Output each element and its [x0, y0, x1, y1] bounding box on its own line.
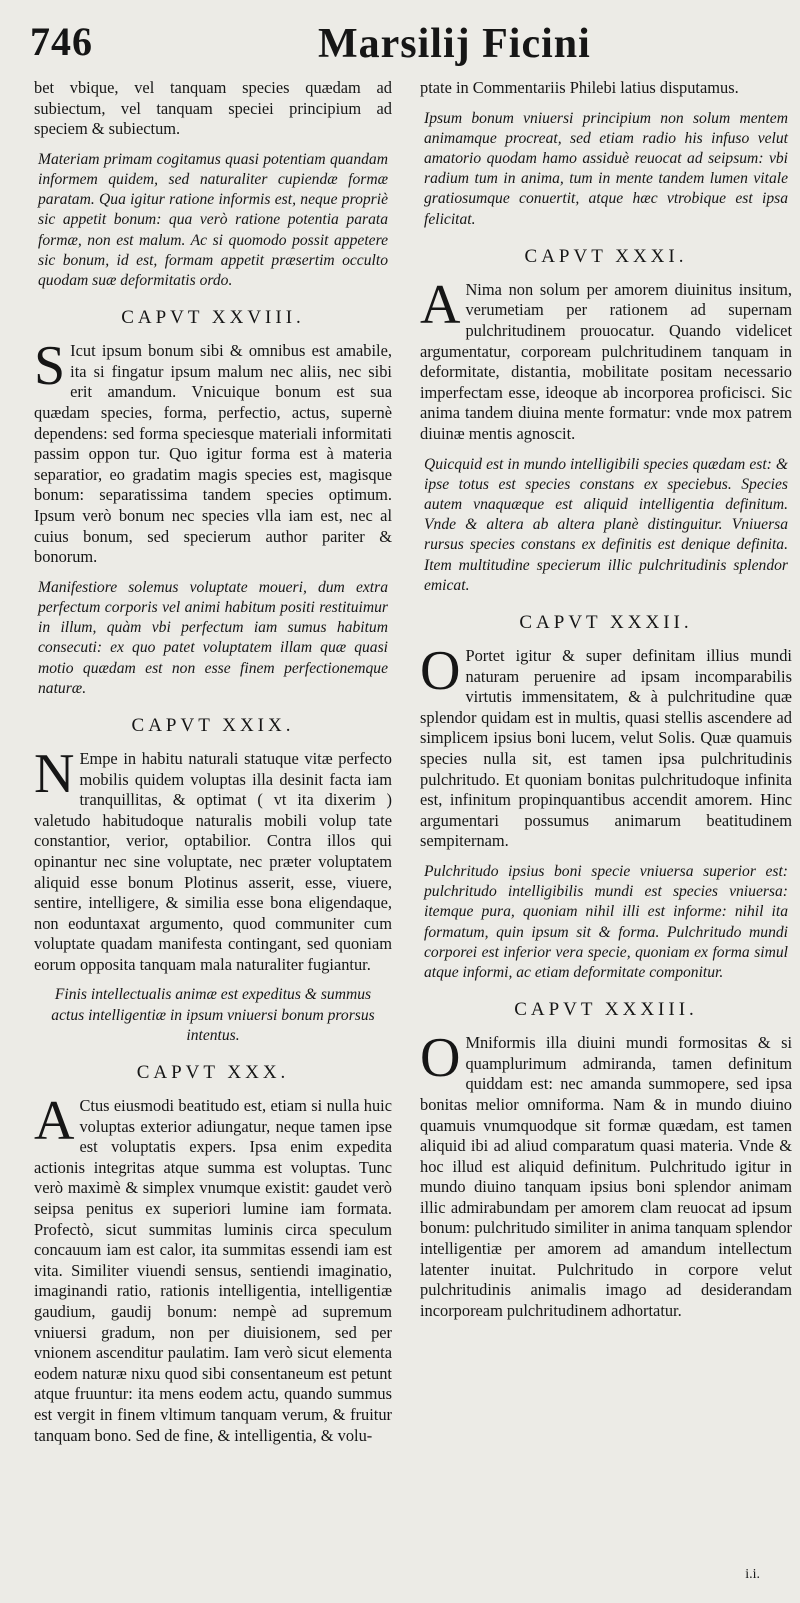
body-paragraph	[34, 742, 392, 976]
italic-summary: Quicquid est in mundo intelligibili species quædam est: & ipse totus est species constans ex speciebus. Species autem vnaquæque est aliquid intelligentia definitum. Vnde & altera ab altera planè distinguitur. Vniuersa rursus species constans ex definitis est denique definita. Item multitudine specierum illic pulchritudinis splendor emicat.	[424, 455, 788, 594]
italic-summary: Finis intellectualis animæ est expeditus & summus actus intelligentiæ in ipsum vniuersi bonum prorsus intentus.	[51, 986, 375, 1044]
drop-capital: N	[34, 742, 75, 805]
body-paragraph	[420, 273, 792, 445]
drop-capital: A	[34, 1090, 75, 1153]
body-paragraph	[34, 335, 392, 568]
italic-summary: Materiam primam cogitamus quasi potentiam quandam informem quidem, sed naturaliter cupiendæ formæ paratam. Qua igitur ratione informis est, neque propriè sic appetit bonum: qua verò ratione potentia parata formæ, non est malum. Ac si quomodo possit appetere sic bonum, id est, formam appetit præsertim occulto quodam suæ deformitatis ordo.	[38, 150, 388, 289]
paragraph-text: ptate in Commentariis Philebi latius disputamus.	[420, 78, 739, 97]
chapter-heading: CAPVT XXX.	[136, 1062, 290, 1084]
italic-summary: Manifestiore solemus voluptate moueri, dum extra perfectum corporis vel animi habitum positi restituimur in illum, quàm vbi perfectum iam sumus habitum consecuti: ex quo patet voluptatem illam quæ quasi motio quædam est non esse finem perfectionemque naturæ.	[38, 578, 388, 697]
signature-mark: i.i.	[745, 1567, 760, 1582]
paragraph-text: Mniformis illa diuini mundi formositas & si quamplurimum admiranda, tamen definitum quiddam est: nec amanda summopere, sed ipsa bonitas melior omniforma. Nam & in mundo diuino quamuis vnumquodque sit formæ quædam, est tamen aliquid ibi ad aliud comparatum quasi materia. Vnde & hoc illud est aliquid definitum. Pulchritudo igitur in mundo diuino tanquam ipsius boni splendor animam illic admirabundam per amorem clam reuocat ad ipsum bonum: pulchritudo similiter in anima tanquam splendor intelligentiæ per amorem ad amandum intellectum latenter inuitat. Pulchritudo in corpore velut pulchritudinis animalis imago ad desiderandam incorpoream pulchritudinem adhortatur.	[420, 1033, 792, 1320]
paragraph-text: Ctus eiusmodi beatitudo est, etiam si nulla huic voluptas exterior adiungatur, neque tamen ipse est voluptatis expers. Ipsa enim expedita actionis integritas atque summa est voluptas. Tunc verò maximè & simplex vnumque existit: gaudet verò seipsa penitus ex superiori lumine iam formata. Profectò, sicut summitas luminis circa speculum concauum iam est calor, ita summitas essendi iam est vita. Similiter viuendi sensus, sentiendi imaginatio, imaginandi ratio, rationis intelligentia, intelligentiæ gaudium, gaudij bonum: nempè ad supremum vniuersi gradum, non per diuisionem, sed per vnionem ascenditur paulatim. Iam verò sicut elementa eodem naturæ nixu quod sibi consentaneum est petunt atque fruuntur: ita mens eodem actu, quando summus est vergit in finem vltimum tanquam verum, & fruitur tanquam bono. Sed de fine, & intelligentia, & volu-	[34, 1096, 392, 1445]
drop-capital: O	[420, 639, 461, 702]
chapter-heading: CAPVT XXIX.	[131, 714, 295, 736]
chapter-heading: CAPVT XXXII.	[519, 611, 693, 633]
paragraph-text: Portet igitur & super definitam illius mundi naturam peruenire ad ipsam incomparabilis virtutis immensitatem, & à pulchritudine quæ splendor quidam est in multis, quasi stellis ascendere ad simplicem ipsius boni lucem, velut Solis. Quæ quamuis species nulla sit, est tamen ipsa pulchritudinis pulchritudo. Et quoniam bonitas pulchritudoque infinita est, infinitum propinquantibus accendit amorem. Hinc argumentari possumus animarum beatitudinem sempiternam.	[420, 645, 792, 851]
running-title: Marsilij Ficini	[318, 21, 591, 67]
right-column	[420, 78, 792, 1321]
italic-summary: Pulchritudo ipsius boni specie vniuersa superior est: pulchritudo intelligibilis mundi est species vniuersa: itemque pura, quoniam nihil illi est informe: nihil ita formatum, quin ipsum sit & forma. Pulchritudo mundi corporei est inferior vera specie, quoniam ex forma simul atque informi, ac etiam deformitate componitur.	[424, 862, 788, 981]
drop-capital: O	[420, 1027, 461, 1090]
paragraph-text: bet vbique, vel tanquam species quædam ad subiectum, vel tanquam speciei principium ad speciem & subiectum.	[34, 78, 392, 139]
chapter-heading: CAPVT XXXI.	[524, 245, 688, 267]
page-number: 746	[30, 19, 93, 64]
chapter-heading: CAPVT XXXIII.	[514, 999, 698, 1021]
paragraph-text: Nima non solum per amorem diuinitus insitum, verumetiam per rationem ad supernam pulchritudinem prouocatur. Quando videlicet argumentatur, corpoream pulchritudinem tanquam in deformitate, distantia, mobilitate positam necessario imperfectam esse, ideoque ab incorporea proficisci. Sic anima tandem diuina mente formatur: vnde mox patrem diuinæ mentis agnoscit.	[420, 279, 792, 443]
paragraph-text: Icut ipsum bonum sibi & omnibus est amabile, ita si fingatur ipsum malum nec aliis, nec sibi erit amandum. Vnicuique bonum est sua quædam species, forma, perfectio, actus, supernè dependens: sed forma speciesque materiali informitati passim oppon tur. Quo igitur forma est à materia separatior, eo gradatim magis species est, magisque bonum: separatissima tandem species optimum. Ipsum verò bonum nec species vlla iam est, nec al cuius bonum, sed specierum author pariter & bonorum.	[34, 341, 392, 567]
italic-summary: Ipsum bonum vniuersi principium non solum mentem animamque procreat, sed etiam radio his infuso velut amatorio quodam hamo assiduè reuocat ad seipsum: vbi radium tum in anima, tum in mente tandem lumen vitale gratiosumque conuertit, atque hæc vtrobique est ipsa felicitat.	[424, 109, 788, 228]
left-column	[34, 78, 392, 1446]
chapter-heading: CAPVT XXVIII.	[121, 307, 305, 329]
drop-capital: A	[420, 273, 461, 336]
body-paragraph	[420, 639, 792, 852]
body-paragraph	[420, 1027, 792, 1321]
drop-capital: S	[34, 335, 66, 398]
body-paragraph	[34, 1090, 392, 1446]
body-paragraph	[34, 78, 392, 140]
paragraph-text: Empe in habitu naturali statuque vitæ perfecto mobilis quidem voluptas illa desinit facta iam tranquillitas, & optimat ( vt ita dixerim ) valetudo habitudoque naturalis mobili volup tate constantior, verior, optabilior. Contra illos qui opinantur nec sine voluptate, nec præter voluptatem aliquid esse bonum Plotinus asserit, esse, viuere, sentire, intelligere, & similia esse bona eligendaque, non eoduntaxat argumento, quod communiter cum voluptate quadam manifesta contingant, sed quoniam eorum opposita tanquam mala naturaliter fugiantur.	[34, 748, 392, 974]
body-paragraph	[420, 78, 792, 99]
